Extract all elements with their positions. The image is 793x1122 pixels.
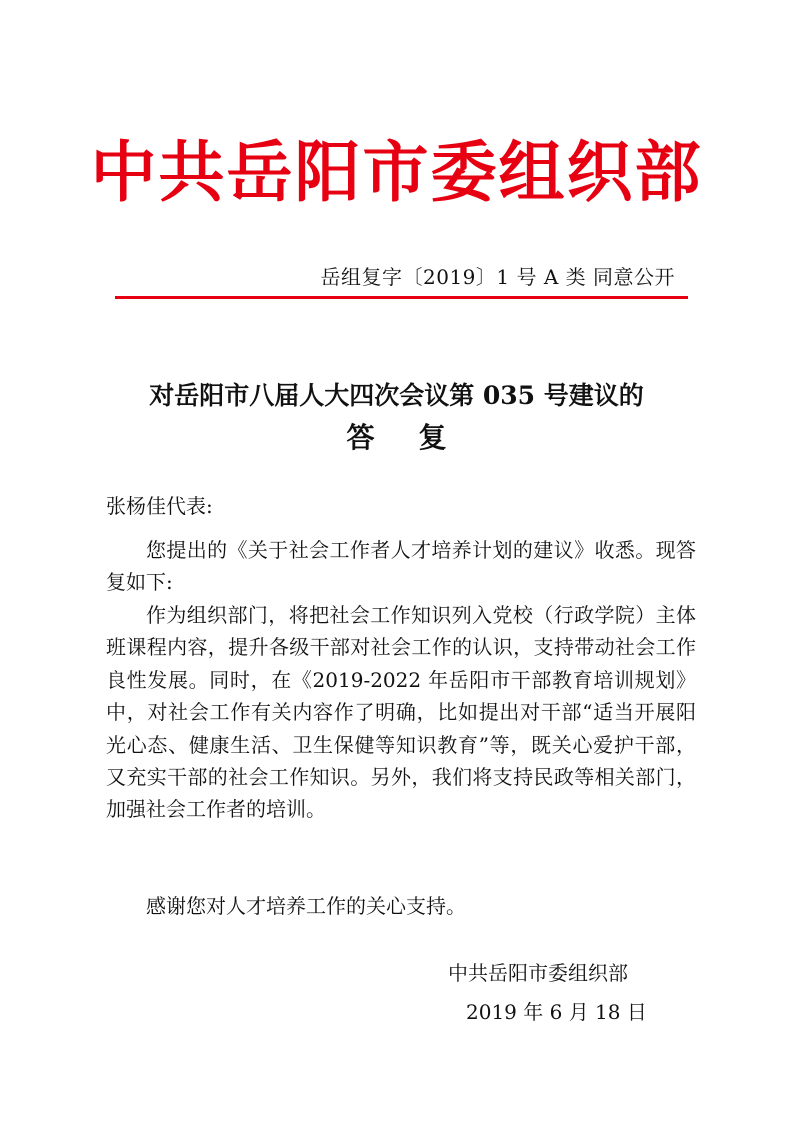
masthead-title: 中共岳阳市委组织部 [90, 133, 703, 211]
reply-title-line-2: 答复 [346, 421, 491, 454]
document-number: 岳组复字〔2019〕1 号 A 类 同意公开 [320, 265, 675, 289]
paragraph-thanks: 感谢您对人才培养工作的关心支持。 [146, 894, 466, 918]
paragraph-reply-content: 作为组织部门，将把社会工作知识列入党校（行政学院）主体班课程内容，提升各级干部对社会工作的认识，支持带动社会工作良性发展。同时，在《2019-2022 年岳阳市干部教育培训规划》中，对社会工作有关内容作了明确，比如提出对干部“适当开展阳光心态、健康生活、卫生保健等知识教育”等，既关心爱护干部，又充实干部的社会工作知识。另外，我们将支持民政等相关部门，加强社会工作者的培训。 [106, 603, 696, 822]
red-divider-line [115, 296, 688, 299]
reply-title-line-1: 对岳阳市八届人大四次会议第 035 号建议的 [149, 381, 644, 410]
signature-date: 2019 年 6 月 18 日 [466, 1000, 647, 1024]
paragraph-acknowledgement: 您提出的《关于社会工作者人才培养计划的建议》收悉。现答复如下: [106, 538, 696, 595]
signature-organization: 中共岳阳市委组织部 [448, 961, 628, 985]
salutation: 张杨佳代表: [106, 494, 213, 518]
